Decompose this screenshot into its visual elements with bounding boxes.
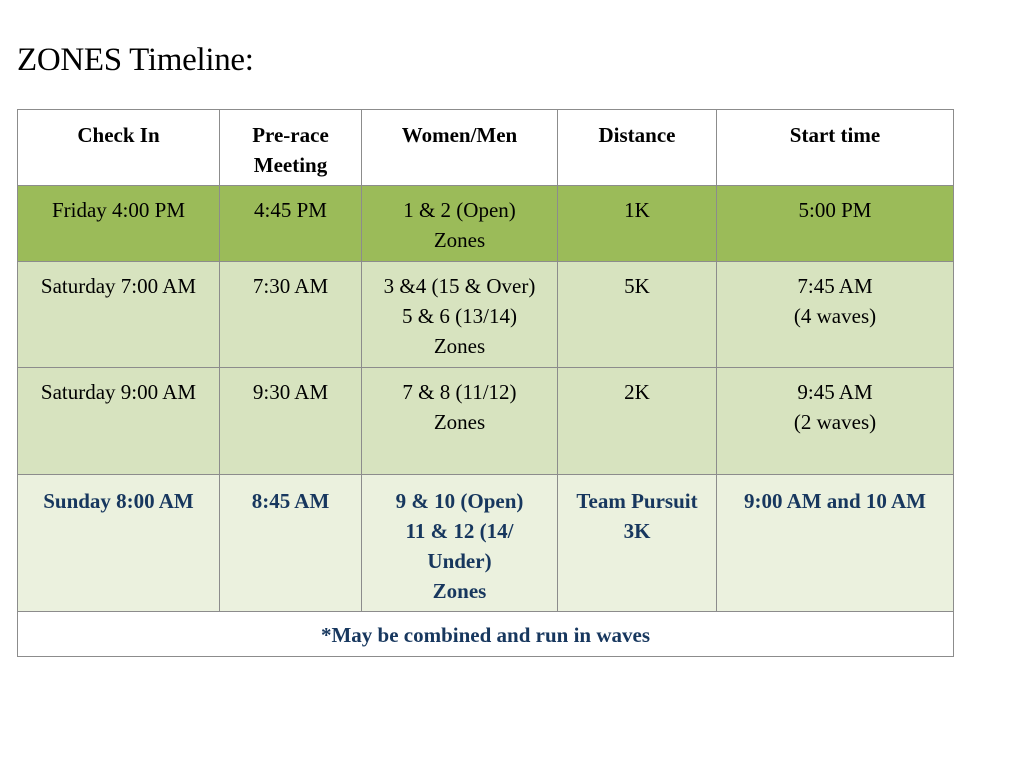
footnote: *May be combined and run in waves (18, 612, 954, 657)
table-row (18, 186, 954, 262)
table-row (18, 368, 954, 475)
header-women-men: Women/Men (362, 110, 558, 186)
footnote-row (18, 612, 954, 657)
pre-race-cell: 9:30 AM (220, 368, 362, 475)
table-row (18, 262, 954, 368)
pre-race-cell: 7:30 AM (220, 262, 362, 368)
women-men-cell: 7 & 8 (11/12) Zones (362, 368, 558, 475)
header-distance: Distance (558, 110, 717, 186)
table-row (18, 475, 954, 612)
start-time-cell: 9:45 AM (2 waves) (717, 368, 954, 475)
distance-cell: 2K (558, 368, 717, 475)
distance-cell: 5K (558, 262, 717, 368)
table-header-row (18, 110, 954, 186)
check-in-cell: Saturday 7:00 AM (18, 262, 220, 368)
start-time-cell: 5:00 PM (717, 186, 954, 262)
women-men-cell: 3 &4 (15 & Over) 5 & 6 (13/14) Zones (362, 262, 558, 368)
page-title: ZONES Timeline: (17, 42, 254, 78)
check-in-cell: Friday 4:00 PM (18, 186, 220, 262)
check-in-cell: Sunday 8:00 AM (18, 475, 220, 612)
distance-cell: 1K (558, 186, 717, 262)
zones-timeline-table (17, 109, 954, 657)
women-men-cell: 9 & 10 (Open) 11 & 12 (14/ Under) Zones (362, 475, 558, 612)
start-time-cell: 7:45 AM (4 waves) (717, 262, 954, 368)
header-check-in: Check In (18, 110, 220, 186)
pre-race-cell: 8:45 AM (220, 475, 362, 612)
distance-cell: Team Pursuit 3K (558, 475, 717, 612)
header-pre-race-meeting: Pre-race Meeting (220, 110, 362, 186)
pre-race-cell: 4:45 PM (220, 186, 362, 262)
header-start-time: Start time (717, 110, 954, 186)
women-men-cell: 1 & 2 (Open) Zones (362, 186, 558, 262)
start-time-cell: 9:00 AM and 10 AM (717, 475, 954, 612)
check-in-cell: Saturday 9:00 AM (18, 368, 220, 475)
